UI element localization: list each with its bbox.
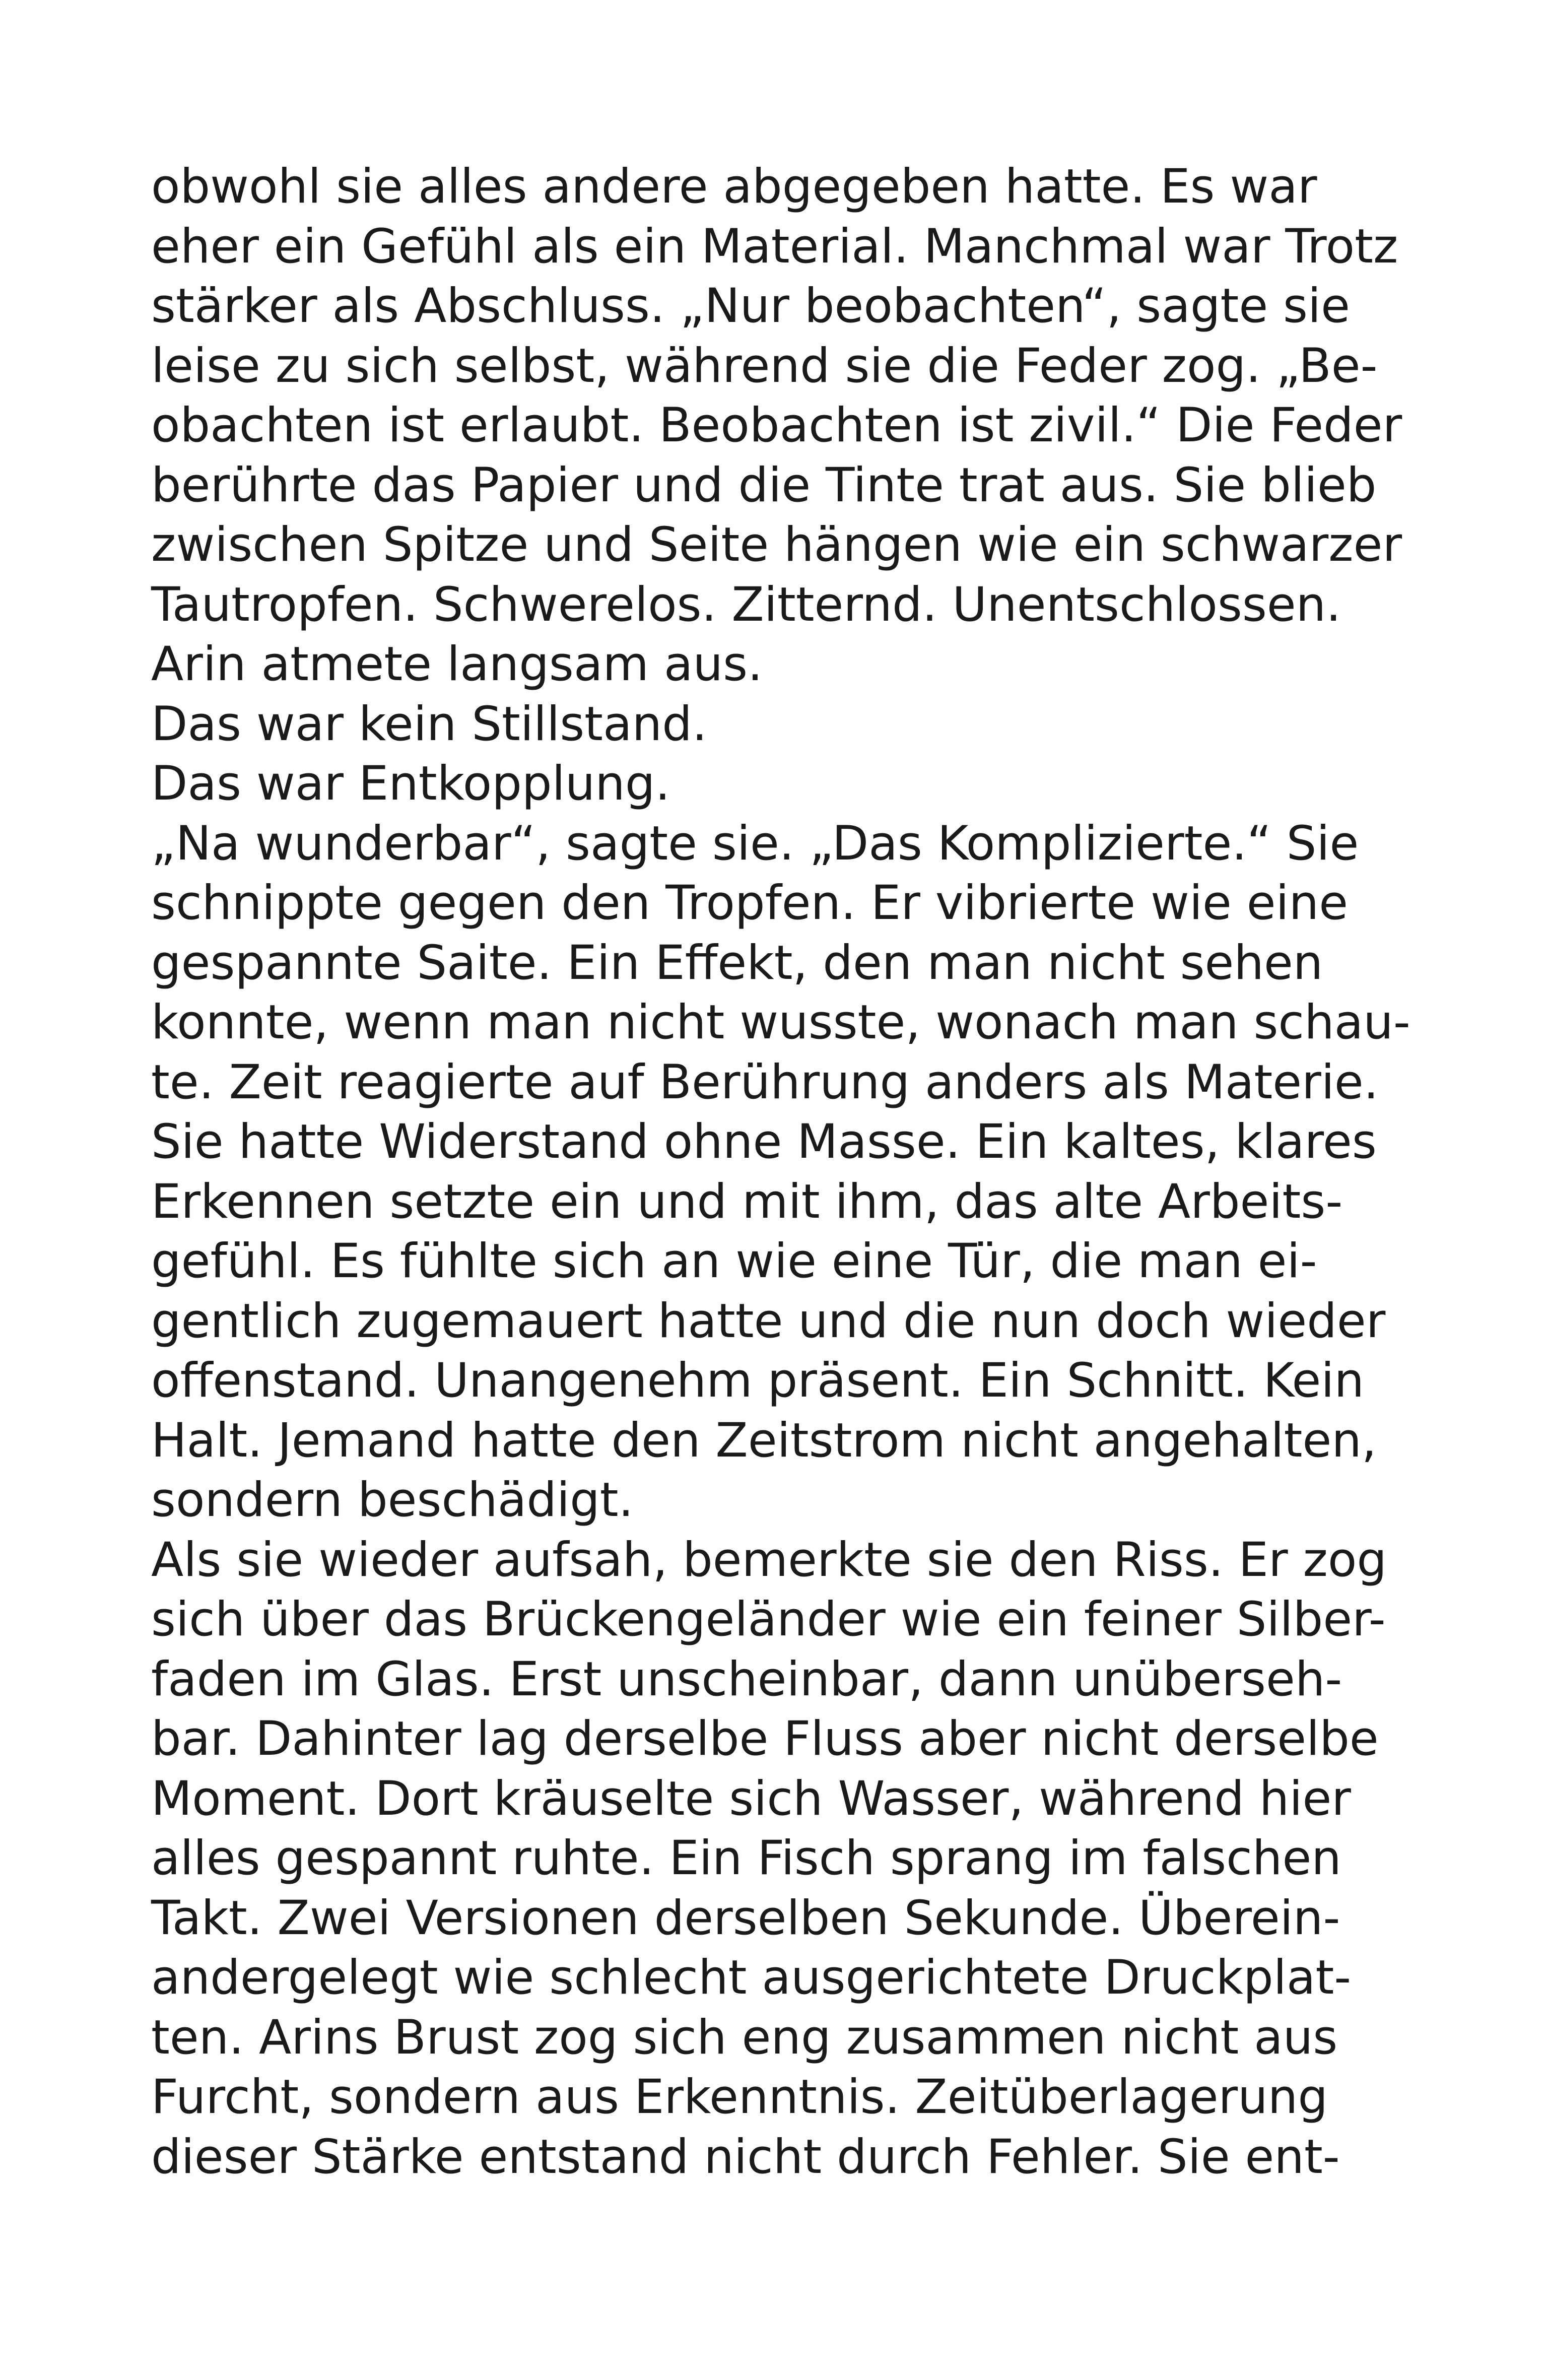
text-line: schnippte gegen den Tropfen. Er vibrierte wie eine: [151, 876, 1349, 931]
text-line: offenstand. Unangenehm präsent. Ein Schnitt. Kein: [151, 1353, 1365, 1408]
text-line: ten. Arins Brust zog sich eng zusammen nicht aus: [151, 2010, 1338, 2065]
text-line: zwischen Spitze und Seite hängen wie ein schwarzer: [151, 517, 1402, 572]
text-line: stärker als Abschluss. „Nur beobachten“, sagte sie: [151, 279, 1350, 334]
text-line: Arin atmete langsam aus.: [151, 637, 763, 692]
text-line: Als sie wieder aufsah, bemerkte sie den Riss. Er zog: [151, 1532, 1387, 1588]
text-line: Halt. Jemand hatte den Zeitstrom nicht angehalten,: [151, 1413, 1377, 1468]
text-line: Takt. Zwei Versionen derselben Sekunde. Überein-: [151, 1890, 1340, 1946]
text-line: Erkennen setzte ein und mit ihm, das alte Arbeits-: [151, 1174, 1343, 1229]
body-text: [151, 157, 1421, 2187]
text-line: faden im Glas. Erst unscheinbar, dann unüberseh-: [151, 1651, 1342, 1707]
text-line: Tautropfen. Schwerelos. Zitternd. Unentschlossen.: [151, 577, 1341, 632]
text-line: leise zu sich selbst, während sie die Feder zog. „Be-: [151, 338, 1378, 393]
text-line: obachten ist erlaubt. Beobachten ist zivil.“ Die Feder: [151, 398, 1402, 453]
text-line: Furcht, sondern aus Erkenntnis. Zeitüberlagerung: [151, 2070, 1328, 2125]
text-line: obwohl sie alles andere abgegeben hatte. Es war: [151, 159, 1317, 214]
text-line: eher ein Gefühl als ein Material. Manchmal war Trotz: [151, 219, 1398, 274]
text-line: gefühl. Es fühlte sich an wie eine Tür, die man ei-: [151, 1234, 1317, 1289]
text-line: andergelegt wie schlecht ausgerichtete Druckplat-: [151, 1950, 1352, 2005]
text-line: gespannte Saite. Ein Effekt, den man nicht sehen: [151, 935, 1323, 990]
text-line: alles gespannt ruhte. Ein Fisch sprang im falschen: [151, 1831, 1341, 1886]
text-line: berührte das Papier und die Tinte trat aus. Sie blieb: [151, 457, 1377, 513]
text-line: Moment. Dort kräuselte sich Wasser, während hier: [151, 1771, 1351, 1826]
text-line: dieser Stärke entstand nicht durch Fehler. Sie ent-: [151, 2129, 1340, 2185]
text-line: Sie hatte Widerstand ohne Masse. Ein kaltes, klares: [151, 1114, 1377, 1169]
text-line: te. Zeit reagierte auf Berührung anders als Materie.: [151, 1054, 1379, 1110]
text-line: Das war kein Stillstand.: [151, 696, 707, 752]
text-line: konnte, wenn man nicht wusste, wonach man schau-: [151, 995, 1410, 1050]
text-line: „Na wunderbar“, sagte sie. „Das Komplizierte.“ Sie: [151, 816, 1359, 871]
text-line: gentlich zugemauert hatte und die nun doch wieder: [151, 1293, 1386, 1349]
text-line: sondern beschädigt.: [151, 1473, 634, 1528]
text-line: Das war Entkopplung.: [151, 756, 670, 811]
text-line: sich über das Brückengeländer wie ein feiner Silber-: [151, 1592, 1386, 1647]
text-line: bar. Dahinter lag derselbe Fluss aber nicht derselbe: [151, 1711, 1379, 1766]
